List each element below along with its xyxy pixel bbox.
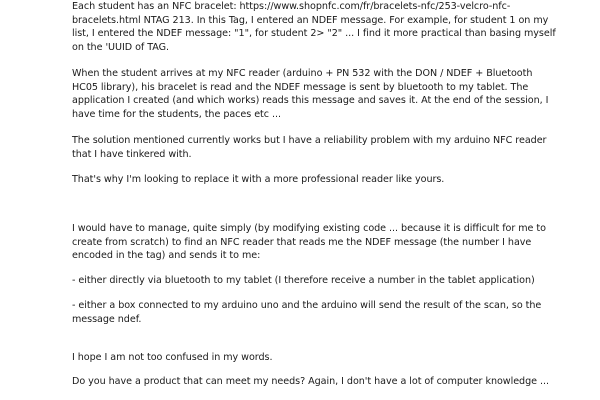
text-line: that I have tinkered with.: [72, 148, 192, 160]
text-line: I hope I am not too confused in my words.: [72, 352, 273, 363]
paragraph-nfc-reader-flow: [72, 67, 549, 121]
text-line: That's why I'm looking to replace it with a more professional reader like yours.: [72, 174, 445, 185]
paragraph-replace-reader: [72, 173, 542, 187]
text-line: HC05 library), his bracelet is read and the NDEF message is sent by bluetooth to my tablet. The: [72, 81, 529, 93]
text-line: create from scratch) to find an NFC reader that reads me the NDEF message (the number I have: [72, 236, 532, 248]
text-line: Do you have a product that can meet my needs? Again, I don't have a lot of computer knowledge ...: [72, 376, 549, 387]
text-line: bracelets.html NTAG 213. In this Tag, I entered an NDEF message. For example, for student 1 on my: [72, 14, 549, 26]
text-line: have time for the students, the paces etc ...: [72, 108, 281, 120]
paragraph-confused-words: [72, 351, 542, 365]
paragraph-requirements: [72, 222, 546, 263]
paragraph-student-bracelet: [72, 0, 556, 54]
paragraph-option-arduino: [72, 299, 542, 326]
text-line: I would have to manage, quite simply (by modifying existing code ... because it is difficult for me to: [72, 223, 546, 234]
text-line: message ndef.: [72, 313, 142, 325]
text-line: list, I entered the NDEF message: "1", for student 2> "2" ... I find it more practical than basing myself: [72, 28, 556, 39]
text-line: application I created (and which works) reads this message and saves it. At the end of the session, I: [72, 95, 549, 106]
text-line: on the 'UUID of TAG.: [72, 41, 170, 53]
paragraph-product-question: [72, 375, 549, 389]
text-line: Each student has an NFC bracelet: https://www.shopnfc.com/fr/bracelets-nfc/253-velcro-nfc-: [72, 1, 511, 12]
paragraph-option-bluetooth: [72, 274, 542, 288]
text-line: encoded in the tag) and sends it to me:: [72, 250, 261, 261]
text-line: - either a box connected to my arduino uno and the arduino will send the result of the scan, so the: [72, 300, 542, 311]
text-line: - either directly via bluetooth to my tablet (I therefore receive a number in the tablet application): [72, 275, 535, 286]
text-line: When the student arrives at my NFC reader (arduino + PN 532 with the DON / NDEF + Bluetooth: [72, 68, 533, 79]
text-line: The solution mentioned currently works but I have a reliability problem with my arduino NFC reader: [72, 135, 547, 146]
paragraph-reliability-problem: [72, 134, 547, 161]
